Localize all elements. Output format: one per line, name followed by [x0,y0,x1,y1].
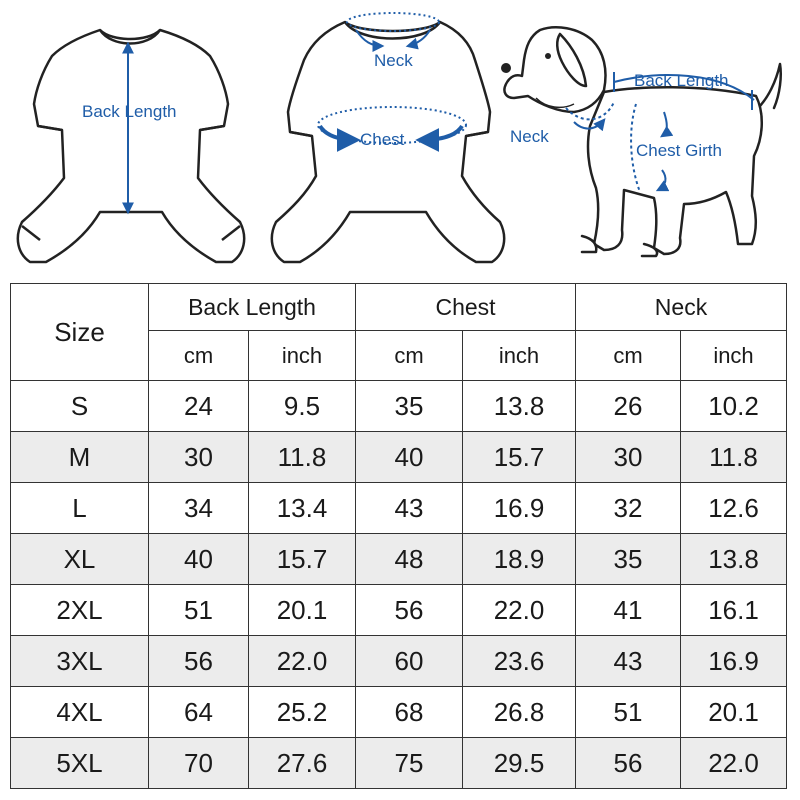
back-neck-label: Neck [374,51,413,70]
table-row [11,381,787,432]
table-cell: 35 [356,381,463,432]
table-cell: 25.2 [249,687,356,738]
dog-neck-label: Neck [510,127,549,146]
table-cell: 11.8 [249,432,356,483]
size-chart-table [10,283,787,789]
table-cell: 16.9 [681,636,787,687]
table-cell: 30 [576,432,681,483]
table-row [11,687,787,738]
table-cell: 24 [149,381,249,432]
table-cell: 13.4 [249,483,356,534]
table-row [11,738,787,789]
size-cell: S [11,381,149,432]
table-cell: 9.5 [249,381,356,432]
table-cell: 40 [149,534,249,585]
unit-header: inch [463,331,576,381]
table-cell: 34 [149,483,249,534]
table-cell: 29.5 [463,738,576,789]
size-cell: 3XL [11,636,149,687]
front-back-length-label: Back Length [82,102,177,121]
chest-header: Chest [356,284,576,331]
table-cell: 13.8 [463,381,576,432]
table-row [11,534,787,585]
dog-back-length-label: Back Length [634,71,729,90]
table-cell: 30 [149,432,249,483]
dog-chest-girth-label: Chest Girth [636,141,722,160]
measurement-illustrations [0,0,800,270]
table-cell: 75 [356,738,463,789]
table-row [11,636,787,687]
table-cell: 27.6 [249,738,356,789]
table-cell: 51 [576,687,681,738]
table-cell: 56 [356,585,463,636]
table-cell: 23.6 [463,636,576,687]
table-cell: 43 [356,483,463,534]
size-cell: 5XL [11,738,149,789]
table-row [11,585,787,636]
table-cell: 16.1 [681,585,787,636]
unit-header: cm [149,331,249,381]
table-cell: 15.7 [249,534,356,585]
table-cell: 26.8 [463,687,576,738]
table-cell: 22.0 [681,738,787,789]
table-cell: 11.8 [681,432,787,483]
unit-header: inch [681,331,787,381]
table-cell: 15.7 [463,432,576,483]
table-cell: 32 [576,483,681,534]
table-cell: 22.0 [249,636,356,687]
back-chest-label: Chest [360,130,405,149]
table-row [11,432,787,483]
unit-header: cm [576,331,681,381]
table-row [11,483,787,534]
table-cell: 70 [149,738,249,789]
table-cell: 64 [149,687,249,738]
table-cell: 35 [576,534,681,585]
back-length-header: Back Length [149,284,356,331]
table-cell: 56 [576,738,681,789]
table-cell: 68 [356,687,463,738]
garment-front-outline [18,30,244,262]
size-header: Size [11,284,149,381]
table-cell: 16.9 [463,483,576,534]
table-cell: 48 [356,534,463,585]
table-cell: 26 [576,381,681,432]
table-cell: 56 [149,636,249,687]
size-cell: L [11,483,149,534]
size-cell: 4XL [11,687,149,738]
size-cell: M [11,432,149,483]
size-cell: 2XL [11,585,149,636]
unit-header: cm [356,331,463,381]
table-cell: 10.2 [681,381,787,432]
table-cell: 20.1 [249,585,356,636]
neck-header: Neck [576,284,787,331]
table-cell: 60 [356,636,463,687]
size-cell: XL [11,534,149,585]
table-cell: 41 [576,585,681,636]
table-cell: 40 [356,432,463,483]
table-cell: 18.9 [463,534,576,585]
table-cell: 13.8 [681,534,787,585]
table-cell: 12.6 [681,483,787,534]
table-cell: 51 [149,585,249,636]
unit-header: inch [249,331,356,381]
table-cell: 22.0 [463,585,576,636]
table-cell: 43 [576,636,681,687]
table-cell: 20.1 [681,687,787,738]
